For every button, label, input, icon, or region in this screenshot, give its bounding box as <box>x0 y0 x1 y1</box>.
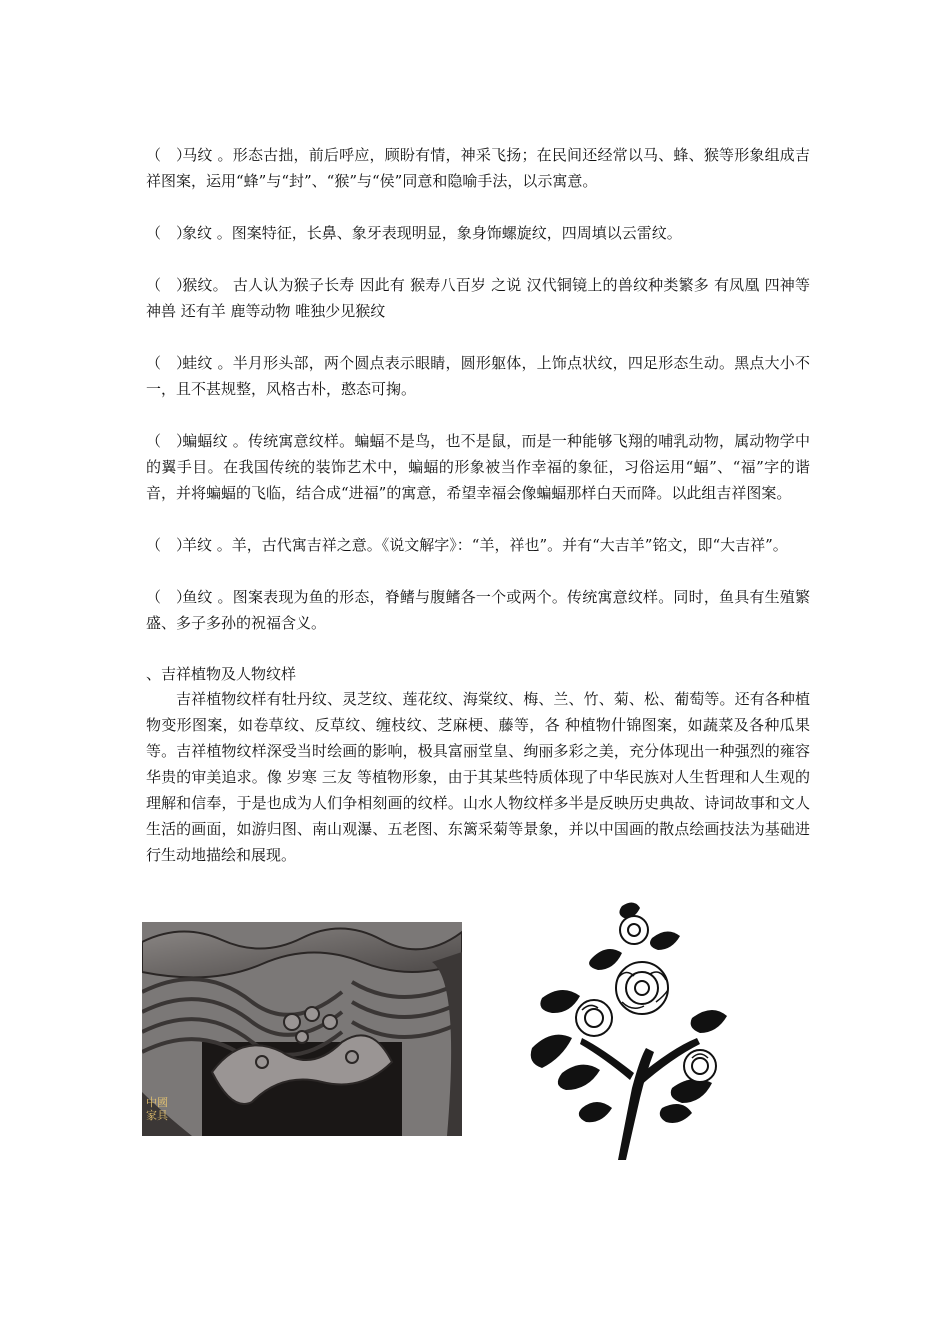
section-body: 吉祥植物纹样有牡丹纹、灵芝纹、莲花纹、海棠纹、梅、兰、竹、菊、松、葡萄等。还有各种植物变形图案，如卷草纹、反草纹、缠枝纹、芝麻梗、藤等，各 种植物什锦图案，如蔬菜及各种瓜果等。吉祥植物纹样深受当时绘画的影响，极具富丽堂皇、绚丽多彩之美，充分体现出一种强烈的雍容华贵的审美追求。像 岁寒 三友 等植物形象，由于其某些特质体现了中华民族对人生哲理和人生观的理解和信奉，于是也成为人们争相刻画的纹样。山水人物纹样多半是反映历史典故、诗词故事和文人生活的画面，如游归图、南山观瀑、五老图、东篱采菊等景象，并以中国画的散点绘画技法为基础进行生动地描绘和展现。 <box>146 690 810 864</box>
paragraph-text: 象纹 。图案特征，长鼻、象牙表现明显，象身饰螺旋纹，四周填以云雷纹。 <box>182 224 682 242</box>
section-heading: 、吉祥植物及人物纹样 <box>146 665 297 683</box>
paragraph-text: 马纹 。形态古拙，前后呼应，顾盼有情，神采飞扬；在民间还经常以马、蜂、猴等形象组成吉祥图案，运用“蜂”与“封”、“猴”与“侯”同意和隐喻手法，以示寓意。 <box>146 146 810 190</box>
paragraph-bat-pattern <box>146 428 810 506</box>
paragraph-sheep-pattern <box>146 532 810 558</box>
answer-blank: （ ） <box>146 588 192 606</box>
answer-blank: （ ） <box>146 536 192 554</box>
answer-blank: （ ） <box>146 432 192 450</box>
carved-furniture-photo <box>142 922 462 1136</box>
answer-blank: （ ） <box>146 354 192 372</box>
paragraph-text: 鱼纹 。图案表现为鱼的形态，脊鳍与腹鳍各一个或两个。传统寓意纹样。同时，鱼具有生殖繁盛、多子多孙的祝福含义。 <box>146 588 810 632</box>
figure-row <box>142 898 822 1168</box>
paragraph-text: 蛙纹 。半月形头部，两个圆点表示眼睛，圆形躯体，上饰点状纹，四足形态生动。黑点大小不一，且不甚规整，风格古朴，憨态可掬。 <box>146 354 810 398</box>
brand-logo <box>146 1096 186 1126</box>
paragraph-text: 猴纹。 古人认为猴子长寿 因此有 猴寿八百岁 之说 汉代铜镜上的兽纹种类繁多 有凤凰 四神等神兽 还有羊 鹿等动物 唯独少见猴纹 <box>146 276 810 320</box>
paragraph-text: 羊纹 。羊，古代寓吉祥之意。《说文解字》：“羊，祥也”。并有“大吉羊”铭文，即“大吉祥”。 <box>182 536 788 554</box>
paragraph-horse-pattern <box>146 142 810 194</box>
paragraph-text: 蝙蝠纹 。传统寓意纹样。蝙蝠不是鸟，也不是鼠，而是一种能够飞翔的哺乳动物，属动物学中的翼手目。在我国传统的装饰艺术中，蝙蝠的形象被当作幸福的象征，习俗运用“蝠”、“福”字的谐音，并将蝙蝠的飞临，结合成“进福”的寓意，希望幸福会像蝙蝠那样白天而降。以此组吉祥图案。 <box>146 432 810 502</box>
paragraph-elephant-pattern <box>146 220 810 246</box>
paragraph-fish-pattern <box>146 584 810 636</box>
logo-line-2: 家具 <box>146 1109 168 1122</box>
answer-blank: （ ） <box>146 146 192 164</box>
document-body <box>146 142 810 868</box>
peony-branch-drawing <box>522 898 742 1160</box>
answer-blank: （ ） <box>146 276 192 294</box>
answer-blank: （ ） <box>146 224 192 242</box>
peony-illustration <box>522 898 742 1160</box>
carving-illustration <box>142 922 462 1136</box>
paragraph-monkey-pattern <box>146 272 810 324</box>
logo-line-1: 中國 <box>146 1096 168 1109</box>
paragraph-frog-pattern <box>146 350 810 402</box>
